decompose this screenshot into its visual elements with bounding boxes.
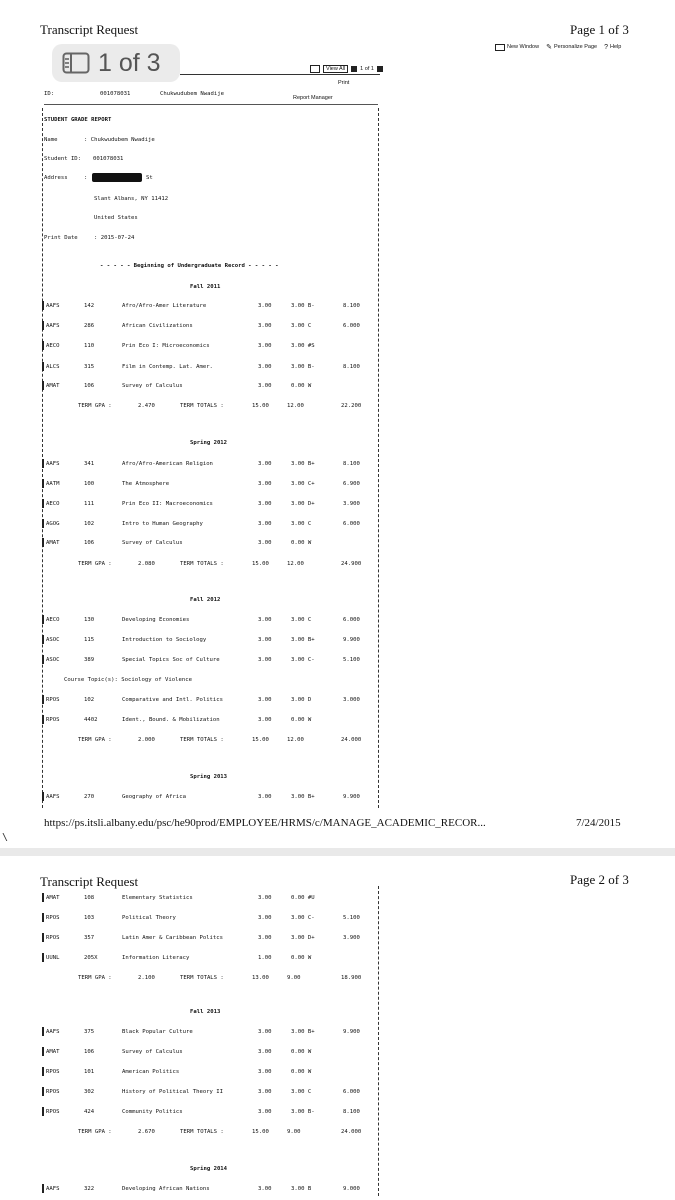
course-title: Survey of Calculus [122,383,183,389]
course-attempted: 3.00 [258,1029,272,1035]
term-total-earned: 12.00 [287,561,304,567]
address-line-3: United States [94,215,138,221]
scan-mark [42,615,44,624]
personalize-icon: ✎ [546,44,552,51]
course-number: 115 [84,637,95,643]
term-totals-label: TERM TOTALS : [180,975,224,981]
term-gpa: 2.470 [138,403,155,409]
course-attempted: 3.00 [258,794,272,800]
address-label: Address [44,175,68,181]
course-grade: 3.00 #S [291,343,315,349]
course-grade: 3.00 C [291,521,312,527]
footer-url[interactable]: https://ps.itsli.albany.edu/psc/he90prod/EMPLOYEE/HRMS/c/MANAGE_ACADEMIC_RECOR... [44,817,486,829]
course-grade: 0.00 W [291,383,312,389]
term-heading: Spring 2013 [190,774,228,780]
course-subject: RPOS [46,717,60,723]
redacted-block [92,173,142,182]
course-title: Survey of Calculus [122,1049,183,1055]
view-all-link[interactable]: View All [323,65,348,73]
course-number: 357 [84,935,95,941]
course-subject: ASOC [46,657,60,663]
term-total-attempted: 15.00 [252,737,269,743]
course-title: Introduction to Sociology [122,637,207,643]
course-title: Information Literacy [122,955,190,961]
course-subject: RPOS [46,1069,60,1075]
print-date-label: Print Date [44,235,78,241]
course-subject: AAFS [46,794,60,800]
course-title: Prin Eco I: Microeconomics [122,343,210,349]
course-grade: 3.00 D+ [291,935,315,941]
scan-mark [42,538,44,547]
row-count: 1 of 1 [360,66,374,72]
course-number: 130 [84,617,95,623]
grid-icon [310,65,320,73]
course-subject: AMAT [46,383,60,389]
course-subject: RPOS [46,935,60,941]
term-total-attempted: 15.00 [252,403,269,409]
course-attempted: 3.00 [258,1069,272,1075]
course-grade: 3.00 B+ [291,794,315,800]
course-title: Developing African Nations [122,1186,210,1192]
course-grade: 3.00 B- [291,1109,315,1115]
address-suffix: St [146,175,153,181]
report-manager-link[interactable]: Report Manager [293,95,333,101]
course-subject: ASOC [46,637,60,643]
scan-mark [42,933,44,942]
course-title: Geography of Africa [122,794,186,800]
course-number: 270 [84,794,95,800]
course-grade: 0.00 #U [291,895,315,901]
course-points: 3.000 [343,697,360,703]
print-date: : 2015-07-24 [94,235,135,241]
course-points: 5.100 [343,915,360,921]
transcript-page-2 [0,856,675,1200]
scan-mark [42,479,44,488]
course-points: 6.000 [343,617,360,623]
course-subject: UUNL [46,955,60,961]
course-number: 102 [84,697,95,703]
course-number: 286 [84,323,95,329]
name-value: Chukwudubem Nwadije [160,91,224,97]
course-grade: 3.00 C [291,1089,312,1095]
last-icon[interactable] [377,66,383,72]
course-title: Political Theory [122,915,176,921]
course-grade: 3.00 B+ [291,1029,315,1035]
course-number: 424 [84,1109,95,1115]
course-number: 110 [84,343,95,349]
term-gpa: 2.100 [138,975,155,981]
course-grade: 3.00 C- [291,657,315,663]
course-points: 3.900 [343,935,360,941]
course-subject: AAFS [46,461,60,467]
term-total-earned: 12.00 [287,737,304,743]
scan-mark [42,499,44,508]
term-total-earned: 9.00 [287,975,301,981]
first-icon[interactable] [351,66,357,72]
course-subject: AAFS [46,1029,60,1035]
course-grade: 0.00 W [291,540,312,546]
course-subject: AAFS [46,303,60,309]
address-line-2: Slant Albans, NY 11412 [94,196,169,202]
course-points: 8.100 [343,1109,360,1115]
course-attempted: 3.00 [258,915,272,921]
course-subject: AECO [46,501,60,507]
scan-mark [42,1087,44,1096]
course-number: 103 [84,915,95,921]
term-heading: Spring 2014 [190,1166,228,1172]
course-subject: RPOS [46,1109,60,1115]
course-points: 8.100 [343,364,360,370]
term-heading: Fall 2012 [190,597,221,603]
scan-mark [42,301,44,310]
course-grade: 3.00 C [291,617,312,623]
divider [44,104,378,105]
scan-mark [42,1067,44,1076]
term-gpa-label: TERM GPA : [78,1129,112,1135]
student-id-label: Student ID: [44,156,82,162]
course-grade: 0.00 W [291,1069,312,1075]
course-attempted: 3.00 [258,501,272,507]
divider [180,74,380,75]
print-link[interactable]: Print [338,80,350,86]
scan-mark [42,1107,44,1116]
course-title: History of Political Theory II [122,1089,224,1095]
term-total-points: 22.200 [341,403,362,409]
course-number: 389 [84,657,95,663]
term-total-attempted: 15.00 [252,561,269,567]
scan-mark [42,715,44,724]
scan-mark [42,913,44,922]
course-grade: 3.00 D [291,697,312,703]
scan-mark [42,459,44,468]
scan-mark [42,341,44,350]
course-number: 205X [84,955,98,961]
course-subject: RPOS [46,1089,60,1095]
course-attempted: 3.00 [258,1109,272,1115]
scan-mark [42,635,44,644]
course-number: 106 [84,540,95,546]
page-gap [0,848,675,856]
page-number: Page 1 of 3 [570,22,629,37]
course-attempted: 3.00 [258,617,272,623]
course-title: Intro to Human Geography [122,521,203,527]
course-points: 5.100 [343,657,360,663]
view-bar [310,65,383,73]
term-gpa-label: TERM GPA : [78,403,112,409]
course-points: 8.100 [343,461,360,467]
course-points: 9.000 [343,1186,360,1192]
course-number: 106 [84,383,95,389]
scan-mark [42,893,44,902]
course-title: Film in Contemp. Lat. Amer. [122,364,213,370]
course-subject: AATM [46,481,60,487]
course-title: Elementary Statistics [122,895,193,901]
course-points: 6.000 [343,1089,360,1095]
term-gpa-label: TERM GPA : [78,561,112,567]
course-attempted: 3.00 [258,895,272,901]
pages-icon [62,52,90,74]
course-title: Latin Amer & Caribbean Politcs [122,935,224,941]
course-number: 322 [84,1186,95,1192]
course-attempted: 3.00 [258,461,272,467]
course-number: 375 [84,1029,95,1035]
term-gpa: 2.080 [138,561,155,567]
window-icon [495,44,505,51]
course-subject: AECO [46,617,60,623]
course-number: 101 [84,1069,95,1075]
course-attempted: 3.00 [258,323,272,329]
scan-edge [378,108,379,808]
term-total-points: 24.000 [341,1129,362,1135]
course-points: 6.000 [343,521,360,527]
course-points: 6.000 [343,323,360,329]
course-points: 9.900 [343,637,360,643]
term-total-attempted: 15.00 [252,1129,269,1135]
course-number: 341 [84,461,95,467]
course-title: Afro/Afro-Amer Literature [122,303,207,309]
page-indicator [52,44,180,82]
scan-mark [42,362,44,371]
course-subject: AGOG [46,521,60,527]
term-gpa: 2.670 [138,1129,155,1135]
term-total-points: 24.900 [341,561,362,567]
footer-date: 7/24/2015 [576,817,621,829]
scan-mark [42,695,44,704]
new-window-link[interactable]: New Window [495,44,539,51]
scan-mark [42,519,44,528]
term-total-points: 24.000 [341,737,362,743]
address-colon: : [84,175,88,181]
page-title: Transcript Request [40,874,139,889]
course-attempted: 3.00 [258,343,272,349]
course-title: Developing Economies [122,617,190,623]
course-grade: 3.00 C+ [291,481,315,487]
id-value: 001078031 [100,91,131,97]
course-attempted: 3.00 [258,697,272,703]
report-title: STUDENT GRADE REPORT [44,117,112,123]
course-attempted: 3.00 [258,540,272,546]
course-subject: AAFS [46,323,60,329]
course-grade: 3.00 C- [291,915,315,921]
course-grade: 3.00 B+ [291,461,315,467]
course-attempted: 3.00 [258,1089,272,1095]
term-gpa: 2.000 [138,737,155,743]
scan-mark [42,953,44,962]
course-number: 111 [84,501,95,507]
course-grade: 3.00 C [291,323,312,329]
id-label: ID: [44,91,55,97]
course-number: 302 [84,1089,95,1095]
course-title: Prin Eco II: Macroeconomics [122,501,213,507]
course-grade: 3.00 D+ [291,501,315,507]
term-totals-label: TERM TOTALS : [180,737,224,743]
course-title: The Atmosphere [122,481,170,487]
course-subject: AMAT [46,1049,60,1055]
course-title: Afro/Afro-American Religion [122,461,213,467]
course-points: 9.900 [343,1029,360,1035]
course-number: 4402 [84,717,98,723]
course-title: Community Politics [122,1109,183,1115]
course-subject: RPOS [46,697,60,703]
course-number: 315 [84,364,95,370]
course-attempted: 3.00 [258,303,272,309]
scan-edge [378,886,379,1196]
scan-mark: \ [2,832,9,843]
course-attempted: 3.00 [258,481,272,487]
course-attempted: 3.00 [258,657,272,663]
help-link[interactable]: ? Help [604,43,622,51]
term-totals-label: TERM TOTALS : [180,561,224,567]
page-title: Transcript Request [40,22,139,37]
course-title: African Civilizations [122,323,193,329]
course-grade: 0.00 W [291,1049,312,1055]
course-number: 106 [84,1049,95,1055]
course-subject: ALCS [46,364,60,370]
scan-mark [42,321,44,330]
scan-mark [42,792,44,801]
course-attempted: 3.00 [258,637,272,643]
course-attempted: 3.00 [258,383,272,389]
course-points: 3.900 [343,501,360,507]
course-grade: 0.00 W [291,717,312,723]
student-id: 001078031 [93,156,124,162]
term-totals-label: TERM TOTALS : [180,1129,224,1135]
course-points: 9.900 [343,794,360,800]
course-grade: 3.00 B+ [291,637,315,643]
term-heading: Fall 2011 [190,284,221,290]
scan-mark [42,381,44,390]
scan-mark [42,1184,44,1193]
course-points: 8.100 [343,303,360,309]
course-title: Black Popular Culture [122,1029,193,1035]
term-total-earned: 12.00 [287,403,304,409]
term-heading: Fall 2013 [190,1009,221,1015]
course-number: 108 [84,895,95,901]
course-subject: AAFS [46,1186,60,1192]
help-icon: ? [604,43,608,51]
course-grade: 0.00 W [291,955,312,961]
page-indicator-text: 1 of 3 [98,48,161,77]
page-toolbar [495,43,621,51]
term-total-points: 18.900 [341,975,362,981]
personalize-page-link[interactable]: ✎ Personalize Page [546,44,598,51]
term-gpa-label: TERM GPA : [78,737,112,743]
course-number: 102 [84,521,95,527]
term-total-earned: 9.00 [287,1129,301,1135]
course-attempted: 1.00 [258,955,272,961]
course-number: 100 [84,481,95,487]
page-number: Page 2 of 3 [570,872,629,887]
term-gpa-label: TERM GPA : [78,975,112,981]
course-subject: AMAT [46,895,60,901]
course-subject: AMAT [46,540,60,546]
course-subject: AECO [46,343,60,349]
scan-mark [42,1027,44,1036]
record-start: - - - - - Beginning of Undergraduate Record - - - - - [100,263,279,269]
course-points: 6.900 [343,481,360,487]
course-attempted: 3.00 [258,935,272,941]
course-topic: Course Topic(s): Sociology of Violence [64,677,192,683]
course-title: American Politics [122,1069,180,1075]
course-attempted: 3.00 [258,1186,272,1192]
course-title: Survey of Calculus [122,540,183,546]
course-grade: 3.00 B [291,1186,312,1192]
course-number: 142 [84,303,95,309]
course-attempted: 3.00 [258,1049,272,1055]
term-heading: Spring 2012 [190,440,228,446]
course-attempted: 3.00 [258,521,272,527]
scan-mark [42,655,44,664]
course-title: Comparative and Intl. Politics [122,697,224,703]
course-title: Ident., Bound. & Mobilization [122,717,220,723]
course-title: Special Topics Soc of Culture [122,657,220,663]
name-label: Name [44,137,58,143]
student-name: : Chukwudubem Nwadije [84,137,155,143]
term-totals-label: TERM TOTALS : [180,403,224,409]
course-attempted: 3.00 [258,717,272,723]
course-grade: 3.00 B- [291,364,315,370]
course-grade: 3.00 B- [291,303,315,309]
course-attempted: 3.00 [258,364,272,370]
term-total-attempted: 13.00 [252,975,269,981]
scan-mark [42,1047,44,1056]
course-subject: RPOS [46,915,60,921]
